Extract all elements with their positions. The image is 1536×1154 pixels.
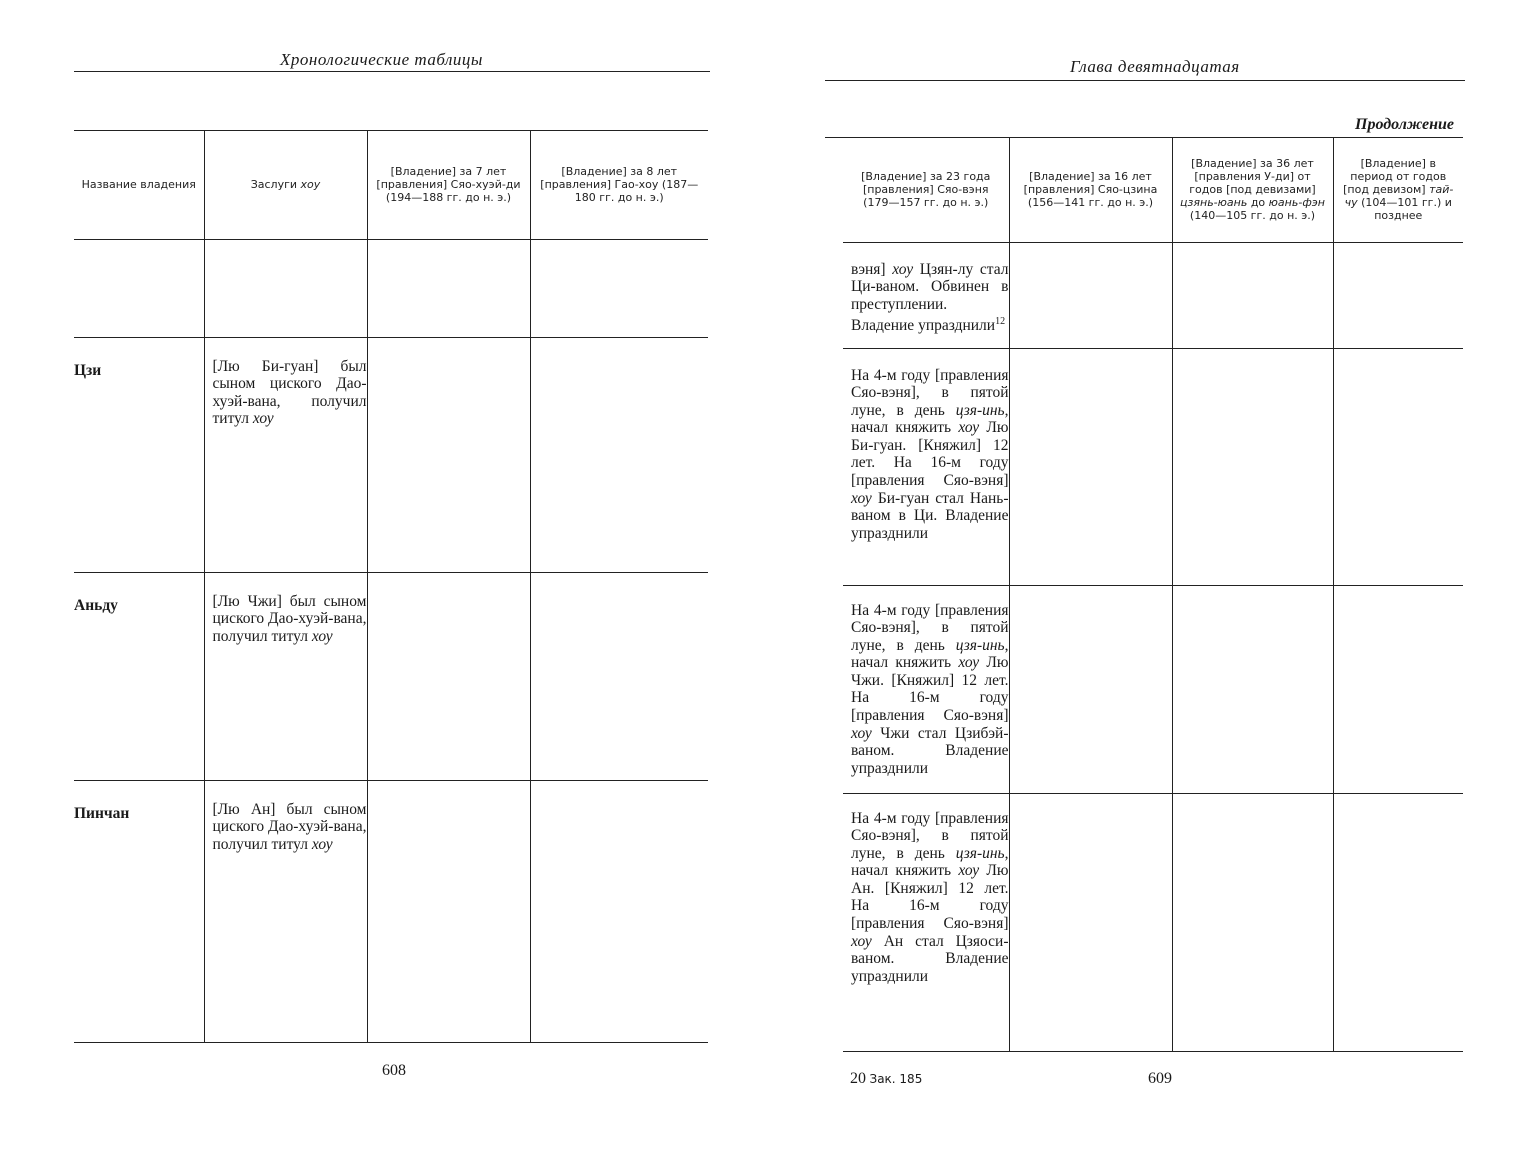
merit-text: [Лю Би-гуан] был сыном циского Дао-хуэй-вана, получил титул хоу — [212, 357, 367, 428]
page-number: 609 — [1148, 1070, 1172, 1087]
right-page — [768, 0, 1536, 1154]
column-header: [Владение] за 36 лет [правления У-ди] от годов [под девизами] цзянь-юань до юань-фэн (140—105 гг. до н. э.) — [1172, 138, 1333, 242]
continuation-label: Продолжение — [1355, 116, 1454, 133]
reign-cell — [843, 585, 1009, 793]
running-head-rule — [825, 80, 1465, 81]
running-head-rule — [74, 71, 710, 72]
page-number: 608 — [382, 1062, 406, 1079]
reign-text: На 4-м году [правления Сяо-вэня], в пятой луне, в день цзя-инь, начал княжить хоу Лю Ан. [Княжил] 12 лет. На 16-м году [правления Сяо-вэня] хоу Ан стал Цзяоси-ваном. Владение упразднили — [851, 809, 1009, 985]
chronology-table — [843, 138, 1463, 1052]
state-name: Аньду — [74, 572, 204, 780]
state-name: Пинчан — [74, 780, 204, 1042]
column-header: [Владение] за 23 года [правления] Сяо-вэня (179—157 гг. до н. э.) — [843, 138, 1009, 242]
merit-text: [Лю Ан] был сыном циского Дао-хуэй-вана, получил титул хоу — [212, 800, 367, 853]
signature-mark: 20 Зак. 185 — [850, 1070, 923, 1087]
running-head: Глава девятнадцатая — [1070, 57, 1240, 76]
reign-text: вэня] хоу Цзян-лу стал Ци-ваном. Обвинен в преступлении. Владение упразднили$^{12}$ — [851, 260, 1009, 335]
column-header: Название владения — [74, 131, 204, 239]
column-header: [Владение] за 8 лет [правления] Гао-хоу (187—180 гг. до н. э.) — [530, 131, 708, 239]
column-header: [Владение] в период от годов [под девизом] тай-чу (104—101 гг.) и позднее — [1333, 138, 1463, 242]
merit-cell — [204, 239, 367, 337]
reign-text: На 4-м году [правления Сяо-вэня], в пятой луне, в день цзя-инь, начал княжить хоу Лю Би-гуан. [Княжил] 12 лет. На 16-м году [правления Сяо-вэня] хоу Би-гуан стал Нань-ваном в Ци. Владение упразднили — [851, 366, 1009, 542]
table-row — [74, 572, 708, 780]
table-row — [843, 585, 1463, 793]
reign-cell — [843, 793, 1009, 1051]
state-name: Цзи — [74, 337, 204, 572]
merit-cell — [204, 780, 367, 1042]
state-name — [74, 239, 204, 337]
column-header: Заслуги хоу — [204, 131, 367, 239]
merit-cell — [204, 572, 367, 780]
merit-text: [Лю Чжи] был сыном циского Дао-хуэй-вана, получил титул хоу — [212, 592, 367, 645]
column-header: [Владение] за 16 лет [правления] Сяо-цзина (156—141 гг. до н. э.) — [1009, 138, 1172, 242]
table-row — [843, 242, 1463, 348]
merit-cell — [204, 337, 367, 572]
reign-cell — [843, 242, 1009, 348]
reign-text: На 4-м году [правления Сяо-вэня], в пятой луне, в день цзя-инь, начал княжить хоу Лю Чжи. [Княжил] 12 лет. На 16-м году [правления Сяо-вэня] хоу Чжи стал Цзибэй-ваном. Владение упразднили — [851, 601, 1009, 777]
table-row — [74, 239, 708, 337]
table-row — [74, 780, 708, 1042]
table-row — [843, 793, 1463, 1051]
reign-cell — [843, 348, 1009, 585]
chronology-table — [74, 131, 708, 1043]
table-row — [843, 348, 1463, 585]
running-head: Хронологические таблицы — [280, 50, 483, 69]
column-header: [Владение] за 7 лет [правления] Сяо-хуэй-ди (194—188 гг. до н. э.) — [367, 131, 530, 239]
table-row — [74, 337, 708, 572]
